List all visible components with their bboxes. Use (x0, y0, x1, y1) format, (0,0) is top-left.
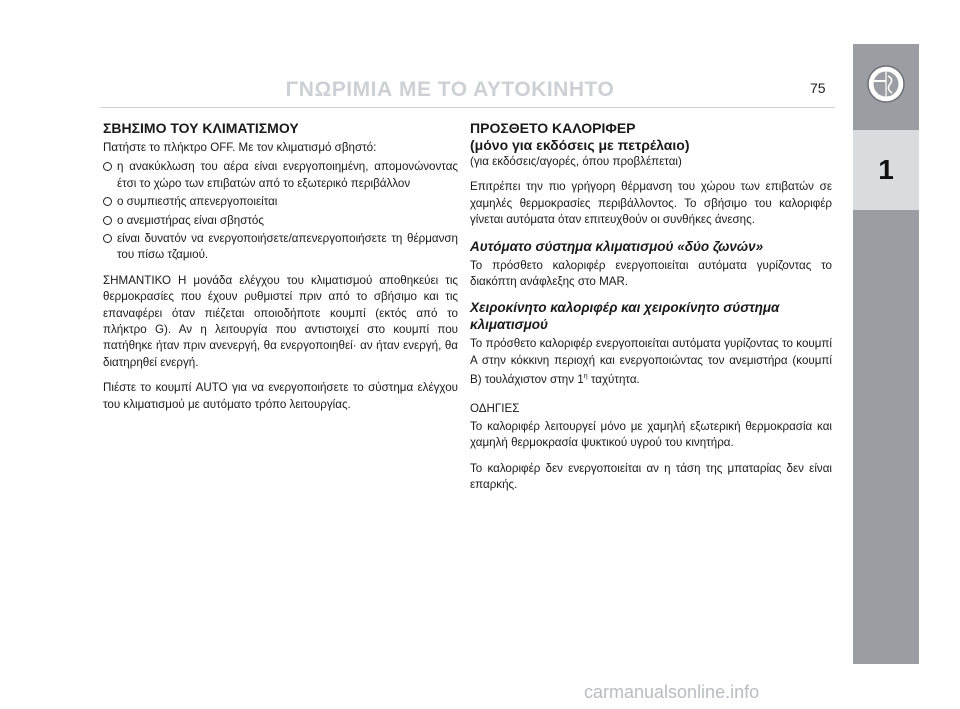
list-item-text: ο ανεμιστήρας είναι σβηστός (117, 213, 264, 227)
chapter-side-tab (853, 44, 919, 664)
body-paragraph: Το καλοριφέρ δεν ενεργοποιείται αν η τάση της μπαταρίας δεν είναι επαρκής. (470, 461, 832, 492)
section-heading (470, 120, 832, 154)
page-number: 75 (810, 80, 826, 96)
header-divider (100, 107, 835, 108)
subsection-heading: Χειροκίνητο καλοριφέρ και χειροκίνητο σύστημα κλιματισμού (470, 300, 780, 333)
list-item-text: ο συμπιεστής απενεργοποιείται (117, 195, 278, 209)
paragraph-text: ταχύτητα. (587, 373, 640, 387)
ordinal-superscript: η (583, 373, 588, 381)
bullet-circle-icon (103, 234, 112, 243)
subsection-heading: Αυτόματο σύστημα κλιματισμού «δύο ζωνών» (470, 238, 764, 254)
section-heading: ΣΒΗΣΙΜΟ ΤΟΥ ΚΛΙΜΑΤΙΣΜΟΥ (103, 120, 299, 136)
heading-line: (μόνο για εκδόσεις με πετρέλαιο) (470, 137, 690, 153)
bullet-list (103, 159, 458, 263)
availability-note: (για εκδόσεις/αγορές, όπου προβλέπεται) (470, 155, 682, 168)
list-item (103, 194, 458, 210)
list-item-text: είναι δυνατόν να ενεργοποιήσετε/απενεργοποιήσετε τη θέρμανση του πίσω τζαμιού. (117, 232, 458, 262)
body-paragraph: Επιτρέπει την πιο γρήγορη θέρμανση του χώρου των επιβατών σε χαμηλές θερμοκρασίες περιβάλλοντος. Το σβήσιμο του καλοριφέρ γίνεται αυτόματα όταν επιτευχθούν οι συνθήκες άνεσης. (470, 180, 832, 227)
body-paragraph: Το πρόσθετο καλοριφέρ ενεργοποιείται αυτόματα γυρίζοντας το διακόπτη ανάφλεξης στο MAR. (470, 258, 832, 289)
instructions-label: ΟΔΗΓΙΕΣ (470, 401, 520, 415)
body-paragraph (470, 336, 832, 388)
body-paragraph: Το καλοριφέρ λειτουργεί μόνο με χαμηλή εξωτερική θερμοκρασία και χαμηλή θερμοκρασία ψυκτικού υγρού του κινητήρα. (470, 419, 832, 450)
important-note: ΣΗΜΑΝΤΙΚΟ Η μονάδα ελέγχου του κλιματισμού αποθηκεύει τις θερμοκρασίες που έχουν ρυθμιστεί πριν από το σβήσιμο και τις επαναφέρει όταν πιέζεται οποιοδήποτε κουμπί (εκτός από το πλήκτρο G). Αν η λειτουργία που αντιστοιχεί στο κουμπί που πατήθηκε ήταν πριν ανενεργή, θα ενεργοποιηθεί· αν ήταν ενεργή, θα διατηρηθεί ενεργή. (103, 273, 458, 369)
list-item (103, 213, 458, 229)
chapter-number: 1 (853, 130, 919, 210)
list-item-text: η ανακύκλωση του αέρα είναι ενεργοποιημένη, απομονώνοντας έτσι το χώρο των επιβατών από το εξωτερικό περιβάλλον (117, 160, 458, 190)
auto-button-text: Πιέστε το κουμπί AUTO για να ενεργοποιήσετε το σύστημα ελέγχου του κλιματισμού με αυτόματο τρόπο λειτουργίας. (103, 381, 458, 411)
bullet-circle-icon (103, 197, 112, 206)
bullet-circle-icon (103, 162, 112, 171)
watermark: carmanualsonline.info (584, 682, 760, 702)
bullet-circle-icon (103, 216, 112, 225)
paragraph-text: Το πρόσθετο καλοριφέρ ενεργοποιείται αυτόματα γυρίζοντας το κουμπί A στην κόκκινη περιοχή και ενεργοποιώντας τον ανεμιστήρα (κουμπί B) τουλάχιστον στην 1 (470, 337, 832, 387)
logo-panel (853, 44, 919, 124)
heading-line: ΠΡΟΣΘΕΤΟ ΚΑΛΟΡΙΦΕΡ (470, 120, 636, 136)
list-item (103, 159, 458, 192)
right-column (470, 120, 832, 503)
alfa-romeo-badge-icon (866, 64, 906, 104)
list-item (103, 231, 458, 264)
left-column (103, 120, 458, 422)
intro-text: Πατήστε το πλήκτρο OFF. Με τον κλιματισμό σβηστό: (103, 141, 377, 154)
page-header-title: ΓΝΩΡΙΜΙΑ ΜΕ ΤΟ ΑΥΤΟΚΙΝΗΤΟ (285, 78, 615, 101)
